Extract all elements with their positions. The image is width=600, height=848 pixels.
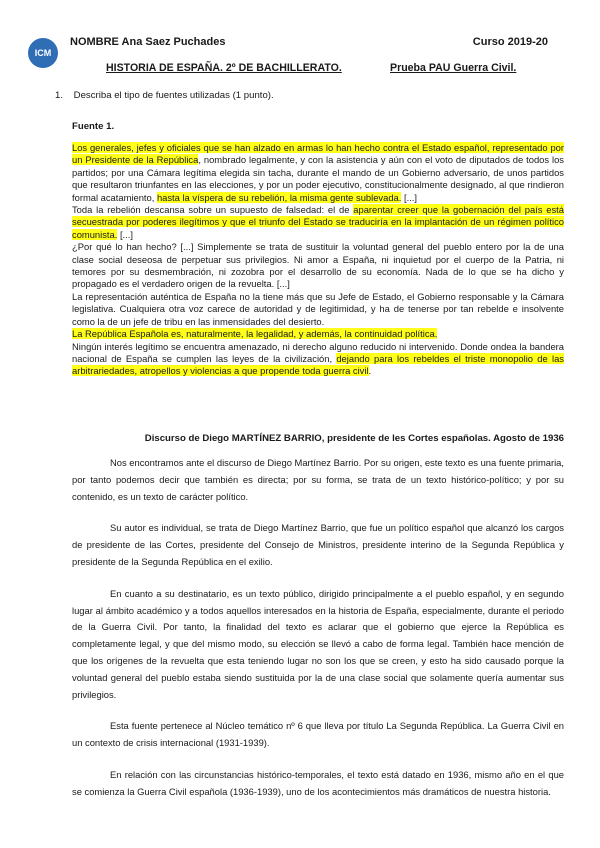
analysis-text bbox=[72, 455, 564, 816]
source-text bbox=[72, 142, 564, 378]
source-paragraph bbox=[72, 142, 564, 204]
course-year: Curso 2019-20 bbox=[472, 36, 548, 48]
text-run: Ningún interés legítimo se encuentra amenazado, ni derecho alguno reducido ni intervenido. Donde ondea la bandera nacional de España se cumplen las leyes de la civilización, bbox=[72, 340, 564, 364]
analysis-paragraph: Su autor es individual, se trata de Diego Martínez Barrio, que fue un político español que alcanzó los cargos de presidente de las Cortes, presidente del Consejo de Ministros, presidente interino de la Segunda República y presidente de la Segunda República en el exilio. bbox=[72, 522, 564, 567]
analysis-paragraph: Esta fuente pertenece al Núcleo temático nº 6 que lleva por título La Segunda República. La Guerra Civil en un contexto de crisis internacional (1931-1939). bbox=[72, 720, 564, 749]
highlight: La República Española es, naturalmente, la legalidad, y además, la continuidad política. bbox=[72, 328, 438, 340]
highlight: aparentar creer que la gobernación del país está secuestrada por poderes ilegítimos y que el triunfo del Estado se traduciría en la implantación de un régimen político comunista. bbox=[72, 204, 564, 240]
highlight: dejando para los rebeldes el triste monopolio de las arbitrariedades, atropellos y violencias a que propende toda guerra civil bbox=[72, 352, 564, 377]
school-logo-icon: ICM bbox=[28, 38, 58, 68]
text-run: . bbox=[368, 365, 372, 377]
question-text: Describa el tipo de fuentes utilizadas (1 punto). bbox=[73, 90, 274, 101]
text-run: Toda la rebelión descansa sobre un supuesto de falsedad: el de bbox=[72, 204, 354, 216]
highlight: Los generales, jefes y oficiales que se han alzado en armas lo han hecho contra el Estado español, representado por un Presidente de la República bbox=[72, 142, 564, 166]
text-run: [...] bbox=[401, 191, 417, 203]
source-paragraph bbox=[72, 204, 564, 241]
exam-title: Prueba PAU Guerra Civil. bbox=[390, 62, 517, 74]
analysis-paragraph: En relación con las circunstancias histórico-temporales, el texto está datado en 1936, mismo año en el que se comienza la Guerra Civil española (1936-1939), uno de los acontecimientos más dramáticos de nuestra historia. bbox=[72, 768, 564, 797]
source-paragraph bbox=[72, 341, 564, 378]
question-number: 1. bbox=[55, 90, 64, 101]
analysis-paragraph: En cuanto a su destinatario, es un texto público, dirigido principalmente a el pueblo español, y en segundo lugar al ámbito académico y a todos aquellos interesados en la historia de España, especialmente, durante el periodo de la Guerra Civil. Por tanto, la finalidad del texto es aclarar que el gobierno que ejerce la República es completamente legal, y que del mismo modo, su elección se llevó a cabo de forma legal. También hace mención de que los orígenes de la revuelta que esta teniendo lugar no son los que se creen, y esto ha sido causado porque la voluntad general del pueblo estaba siendo sustituida por la de una clase social que solamente quería aumentar sus privilegios. bbox=[72, 587, 564, 700]
text-run: , nombrado legalmente, y con la asistencia y aún con el voto de diputados de todos los partidos; por una Cámara legítima elegida sin tacha, durante el mando de un Gobierno adversario, de unos partidos que resultaron triunfantes en las elecciones, y por un poder ejecutivo, constitucionalmente designado, al que rindieron formal acatamiento, bbox=[72, 154, 564, 203]
source-paragraph: La representación auténtica de España no la tiene más que su Jefe de Estado, el Gobierno responsable y la Cámara legislativa. Cualquiera otra voz carece de autoridad y de legitimidad, y ha de tenerse por tan rebelde e insolvente como la de un jefe de tribu en las inmensidades del desierto. bbox=[72, 290, 564, 327]
source-label: Fuente 1. bbox=[72, 121, 115, 132]
analysis-paragraph: Nos encontramos ante el discurso de Diego Martínez Barrio. Por su origen, este texto es una fuente primaria, por tanto podemos decir que también es directa; por su forma, se trata de un texto histórico-político; y por su contenido, es un texto de carácter político. bbox=[72, 457, 564, 502]
student-name: NOMBRE Ana Saez Puchades bbox=[70, 36, 226, 48]
source-citation: Discurso de Diego MARTÍNEZ BARRIO, presidente de les Cortes españolas. Agosto de 1936 bbox=[144, 433, 564, 444]
text-run: [...] bbox=[117, 228, 133, 240]
document-title: HISTORIA DE ESPAÑA. 2º DE BACHILLERATO. bbox=[106, 62, 342, 74]
source-paragraph: ¿Por qué lo han hecho? [...] Simplemente se trata de sustituir la voluntad general del pueblo entero por la de una clase social deseosa de perpetuar sus privilegios. Ni amor a España, ni inquietud por el cuerpo de la Patria, ni temores por su desmembración, ni zozobra por el desarrollo de su economía. Nada de lo que se ha dicho y propagado es el verdadero origen de la revuelta. [...] bbox=[72, 241, 564, 290]
highlight: hasta la víspera de su rebelión, la misma gente sublevada. bbox=[156, 191, 402, 203]
question-1 bbox=[55, 90, 274, 101]
source-paragraph bbox=[72, 328, 564, 340]
